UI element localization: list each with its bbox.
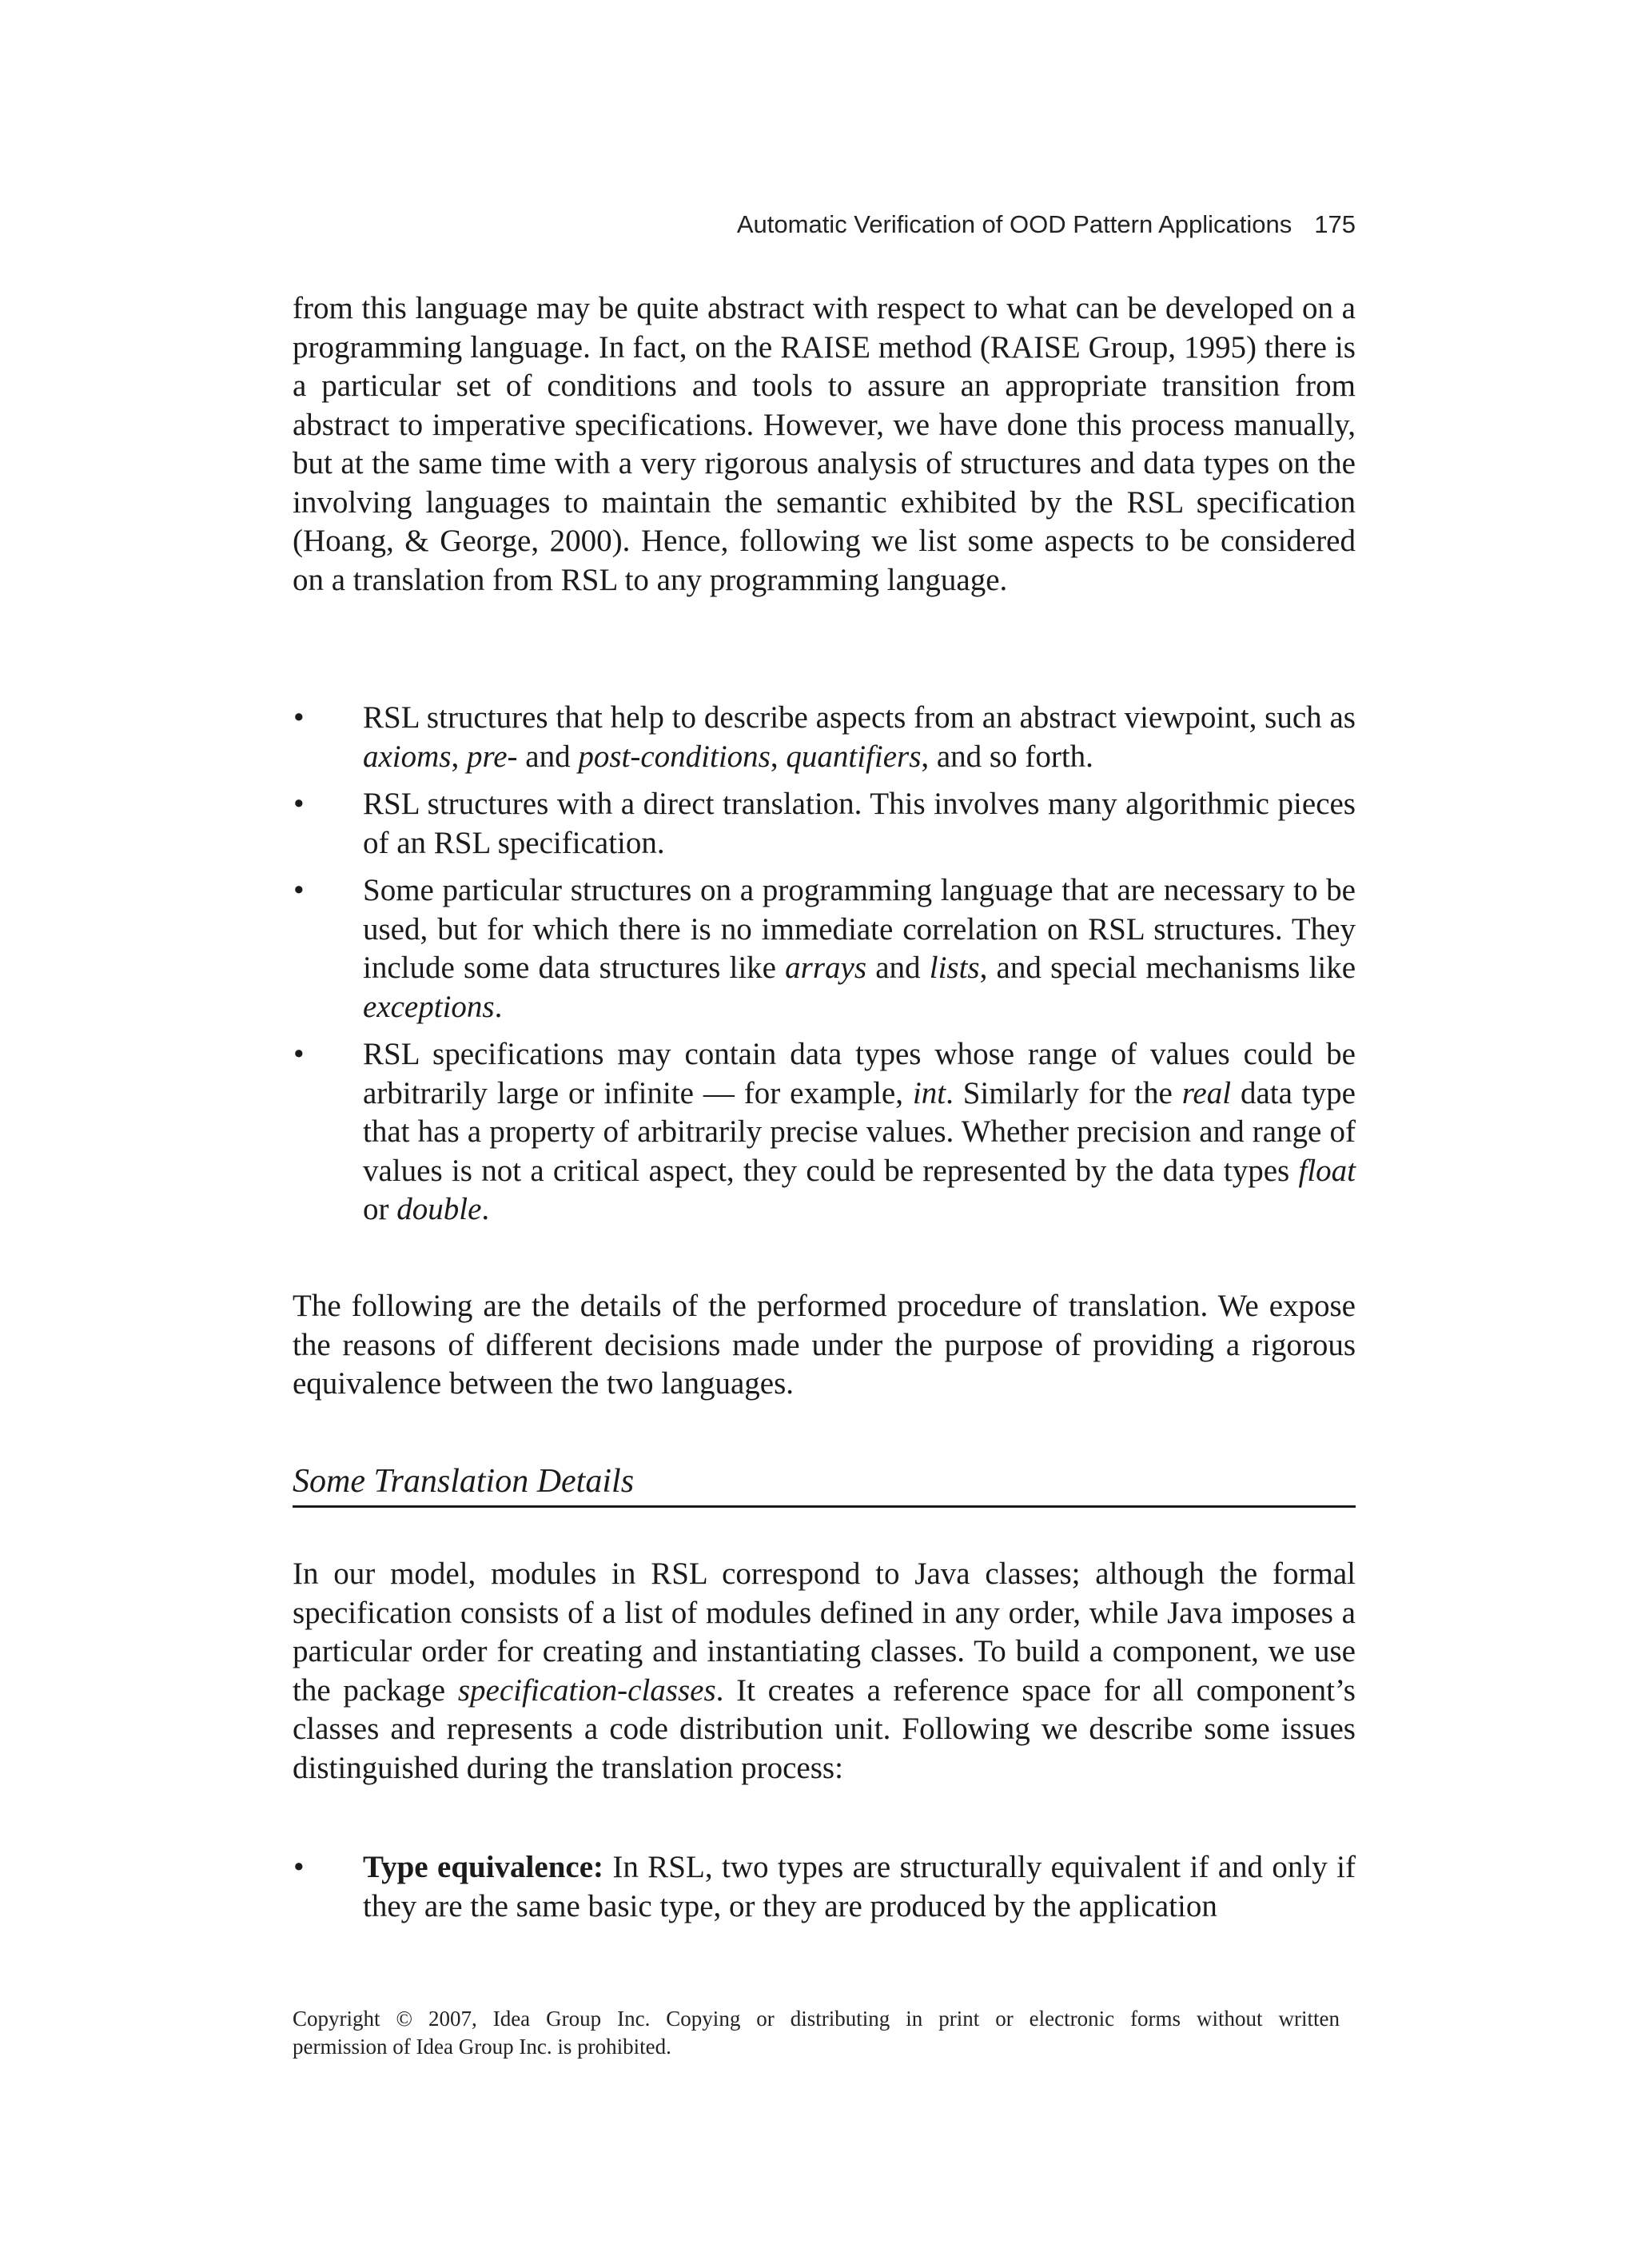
bullet-list-1 [293,699,1356,1238]
list-item: • RSL specifications may contain data types whose range of values could be arbitrarily large or infinite — for example, int. Similarly for the real data type that has a property of arbitrarily precise values. Whether precision and range of values is not a critical aspect, they could be represented by the data types float or double. [293,1037,1356,1226]
copyright-line-1: Copyright © 2007, Idea Group Inc. Copying or distributing in print or electronic forms without written [293,2007,1340,2031]
running-title: Automatic Verification of OOD Pattern Applications [736,210,1292,238]
bullet-icon: • [293,787,305,821]
list-item: • RSL structures with a direct translation. This involves many algorithmic pieces of an RSL specification. [293,787,1356,860]
bullet-icon: • [293,1850,305,1884]
bullet-icon: • [293,700,305,735]
section-heading: Some Translation Details [293,1461,1356,1508]
list-item: • Type equivalence: In RSL, two types are structurally equivalent if and only if they are the same basic type, or they are produced by the application [293,1850,1356,1923]
bullet-icon: • [293,873,305,907]
paragraph-text: In our model, modules in RSL correspond to Java classes; although the formal specification consists of a list of modules defined in any order, while Java imposes a particular order for creating and instantiating classes. To build a component, we use the package specification-classes. It creates a reference space for all component’s classes and represents a code distribution unit. Following we describe some issues distinguished during the translation process: [293,1557,1356,1785]
section-heading-block [293,1461,1356,1508]
paragraph-text: from this language may be quite abstract with respect to what can be developed on a programming language. In fact, on the RAISE method (RAISE Group, 1995) there is a particular set of conditions and tools to assure an appropriate transition from abstract to imperative specifications. However, we have done this process manually, but at the same time with a very rigorous analysis of structures and data types on the involving languages to maintain the semantic exhibited by the RSL specification (Hoang, & George, 2000). Hence, following we list some aspects to be considered on a translation from RSL to any programming language. [293,291,1356,597]
running-header [293,206,1356,243]
term-label: Type equivalence: [363,1850,603,1884]
body-paragraph-2 [293,1287,1356,1404]
list-item: • Some particular structures on a programming language that are necessary to be used, but for which there is no immediate correlation on RSL structures. They include some data structures like arrays and lists, and special mechanisms like exceptions. [293,873,1356,1024]
bullet-list-2 [293,1848,1356,1935]
body-paragraph-3 [293,1555,1356,1788]
copyright-line-2: permission of Idea Group Inc. is prohibited. [293,2035,671,2059]
list-item: • RSL structures that help to describe aspects from an abstract viewpoint, such as axioms, pre- and post-conditions, quantifiers, and so forth. [293,700,1356,774]
page-number: 175 [1314,210,1356,238]
copyright-footer [293,2005,1340,2061]
body-paragraph-1 [293,289,1356,600]
bullet-icon: • [293,1037,305,1071]
paragraph-text: The following are the details of the performed procedure of translation. We expose the reasons of different decisions made under the purpose of providing a rigorous equivalence between the two languages. [293,1289,1356,1401]
